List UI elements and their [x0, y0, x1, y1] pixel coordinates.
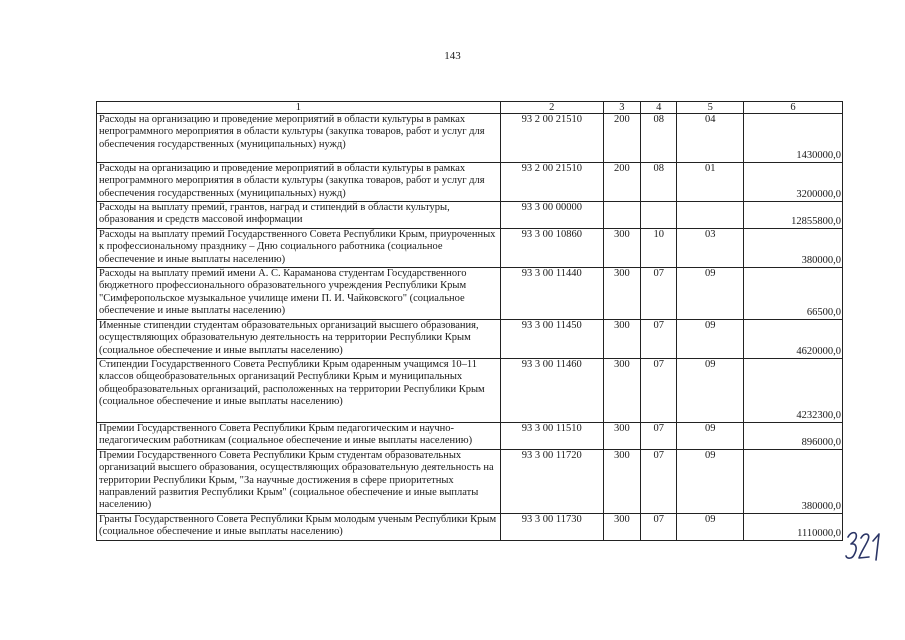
section: 07: [641, 359, 677, 423]
expense-type: 200: [603, 163, 640, 202]
expense-name: Расходы на выплату премий Государственного Совета Республики Крым, приуроченных к профессиональному празднику – Дню социального работника (социальное обеспечение и иные выплаты населению): [97, 229, 501, 268]
expense-name: Гранты Государственного Совета Республики Крым молодым ученым Республики Крым (социальное обеспечение и иные выплаты населению): [97, 514, 501, 541]
subsection: 09: [677, 423, 744, 450]
expense-type: 300: [603, 450, 640, 514]
expense-name: Расходы на выплату премий, грантов, наград и стипендий в области культуры, образования и средств массовой информации: [97, 202, 501, 229]
header-cell-1: 1: [97, 102, 501, 114]
page-number: 143: [444, 50, 461, 62]
expense-name: Стипендии Государственного Совета Республики Крым одаренным учащимся 10–11 классов общеобразовательных организаций Республики Крым и муниципальных общеобразовательных организаций, расположенных на территории Республики Крым (социальное обеспечение и иные выплаты населению): [97, 359, 501, 423]
subsection: 09: [677, 320, 744, 359]
handwritten-page-number: [845, 528, 885, 562]
amount: 66500,0: [744, 268, 843, 320]
expense-name: Премии Государственного Совета Республики Крым педагогическим и научно-педагогическим работникам (социальное обеспечение и иные выплаты населению): [97, 423, 501, 450]
section: 07: [641, 450, 677, 514]
expense-type: 300: [603, 268, 640, 320]
subsection: 03: [677, 229, 744, 268]
expense-type: 300: [603, 320, 640, 359]
table-row: [97, 320, 843, 359]
table-row: [97, 359, 843, 423]
expense-name: Расходы на выплату премий имени А. С. Караманова студентам Государственного бюджетного профессионального образовательного учреждения Республики Крым "Симферопольское музыкальное училище имени П. И. Чайковского" (социальное обеспечение и иные выплаты населению): [97, 268, 501, 320]
target-code: 93 3 00 11450: [500, 320, 603, 359]
header-cell-4: 4: [641, 102, 677, 114]
expense-name: Премии Государственного Совета Республики Крым студентам образовательных организаций высшего образования, осуществляющих образовательную деятельность на территории Республики Крым, "За научные достижения в сфере приоритетных направлений развития Республики Крым" (социальное обеспечение и иные выплаты населению): [97, 450, 501, 514]
subsection: 01: [677, 163, 744, 202]
subsection: 09: [677, 359, 744, 423]
table-row: [97, 423, 843, 450]
header-row: [97, 102, 843, 114]
expense-name: Расходы на организацию и проведение мероприятий в области культуры в рамках непрограммного мероприятия в области культуры (закупка товаров, работ и услуг для обеспечения государственных (муниципальных) нужд): [97, 114, 501, 163]
table-row: [97, 514, 843, 541]
section: 07: [641, 423, 677, 450]
amount: 1430000,0: [744, 114, 843, 163]
signature-strokes: [846, 533, 879, 560]
table-row: [97, 229, 843, 268]
table-row: [97, 114, 843, 163]
header-cell-3: 3: [603, 102, 640, 114]
target-code: 93 3 00 10860: [500, 229, 603, 268]
subsection: 09: [677, 450, 744, 514]
subsection: 09: [677, 514, 744, 541]
budget-table: [96, 101, 843, 541]
amount: 4232300,0: [744, 359, 843, 423]
subsection: 09: [677, 268, 744, 320]
amount: 4620000,0: [744, 320, 843, 359]
section: 08: [641, 114, 677, 163]
expense-type: 300: [603, 514, 640, 541]
table-row: [97, 163, 843, 202]
amount: 3200000,0: [744, 163, 843, 202]
section: [641, 202, 677, 229]
table-row: [97, 268, 843, 320]
expense-type: 300: [603, 423, 640, 450]
expense-type: [603, 202, 640, 229]
expense-type: 300: [603, 359, 640, 423]
target-code: 93 3 00 11460: [500, 359, 603, 423]
amount: 1110000,0: [744, 514, 843, 541]
expense-name: Именные стипендии студентам образовательных организаций высшего образования, осуществляющих образовательную деятельность на территории Республики Крым (социальное обеспечение и иные выплаты населению): [97, 320, 501, 359]
subsection: [677, 202, 744, 229]
table-row: [97, 202, 843, 229]
amount: 380000,0: [744, 450, 843, 514]
target-code: 93 3 00 11440: [500, 268, 603, 320]
target-code: 93 3 00 00000: [500, 202, 603, 229]
section: 07: [641, 268, 677, 320]
target-code: 93 2 00 21510: [500, 163, 603, 202]
target-code: 93 3 00 11720: [500, 450, 603, 514]
amount: 896000,0: [744, 423, 843, 450]
header-cell-2: 2: [500, 102, 603, 114]
expense-name: Расходы на организацию и проведение мероприятий в области культуры в рамках непрограммного мероприятия в области культуры (закупка товаров, работ и услуг для обеспечения государственных (муниципальных) нужд): [97, 163, 501, 202]
header-cell-6: 6: [744, 102, 843, 114]
target-code: 93 2 00 21510: [500, 114, 603, 163]
expense-type: 200: [603, 114, 640, 163]
section: 07: [641, 320, 677, 359]
section: 08: [641, 163, 677, 202]
table-row: [97, 450, 843, 514]
section: 07: [641, 514, 677, 541]
target-code: 93 3 00 11510: [500, 423, 603, 450]
section: 10: [641, 229, 677, 268]
expense-type: 300: [603, 229, 640, 268]
target-code: 93 3 00 11730: [500, 514, 603, 541]
header-cell-5: 5: [677, 102, 744, 114]
subsection: 04: [677, 114, 744, 163]
amount: 380000,0: [744, 229, 843, 268]
amount: 12855800,0: [744, 202, 843, 229]
